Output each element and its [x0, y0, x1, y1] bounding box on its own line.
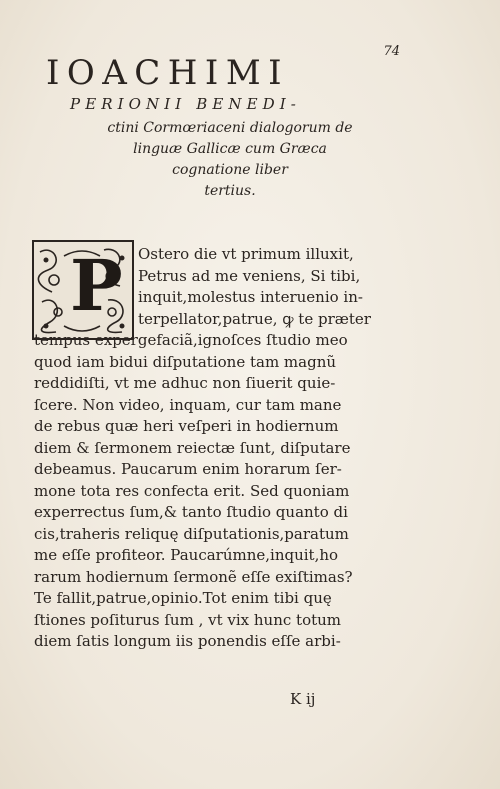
page-number: 74 [383, 44, 400, 59]
text-line: experrectus ſum,& tanto ſtudio quanto di [34, 503, 348, 521]
subtitle-line: cognatione liber [172, 162, 288, 178]
text-line: diem ſatis longum iis ponendis eſſe arbi- [34, 632, 341, 650]
text-line: tempus expergefaciã,ignoſces ſtudio meo [34, 331, 348, 349]
text-line: rarum hodiernum ſermonẽ eſſe exiſtimas? [34, 567, 353, 586]
title-subline: PERIONII BENEDI- [70, 95, 301, 113]
text-line: Te fallit,patrue,opinio.Tot enim tibi quę [34, 589, 332, 607]
text-line: me eſſe profiteor. Paucarúmne,inquit,ho [34, 546, 339, 564]
text-line: terpellator,patrue, ꝙ te præter [138, 309, 371, 328]
text-line: quod iam bidui diſputatione tam magnũ [34, 352, 337, 371]
subtitle-block [70, 118, 390, 202]
text-line: ſcere. Non video, inquam, cur tam mane [34, 395, 342, 414]
text-line: ſtiones poſiturus ſum , vt vix hunc totum [34, 610, 342, 629]
drop-cap-letter: P [70, 244, 123, 327]
text-line: de rebus quæ heri veſperi in hodiernum [34, 417, 339, 435]
text-line: cis,traheris reliquę diſputationis,paratum [34, 524, 349, 543]
text-line: Petrus ad me veniens, Si tibi, [138, 266, 361, 285]
title-main: IOACHIMI [46, 53, 290, 93]
catchword: K ij [290, 690, 316, 708]
subtitle-line: linguæ Gallicæ cum Græca [133, 141, 327, 157]
subtitle-line: ctini Cormœriaceni dialogorum de [107, 120, 353, 136]
text-line: reddidiſti, vt me adhuc non ſiuerit quie- [34, 374, 336, 392]
body-text [34, 244, 398, 653]
text-line: debeamus. Paucarum enim horarum ſer- [34, 460, 342, 478]
text-line: inquit,molestus interuenio in- [138, 288, 363, 306]
subtitle-line: tertius. [204, 183, 256, 199]
text-line: mone tota res confecta erit. Sed quoniam [34, 481, 350, 500]
text-line: Ostero die vt primum illuxit, [138, 245, 354, 263]
text-line: diem & ſermonem reiectæ ſunt, diſputare [34, 438, 351, 457]
